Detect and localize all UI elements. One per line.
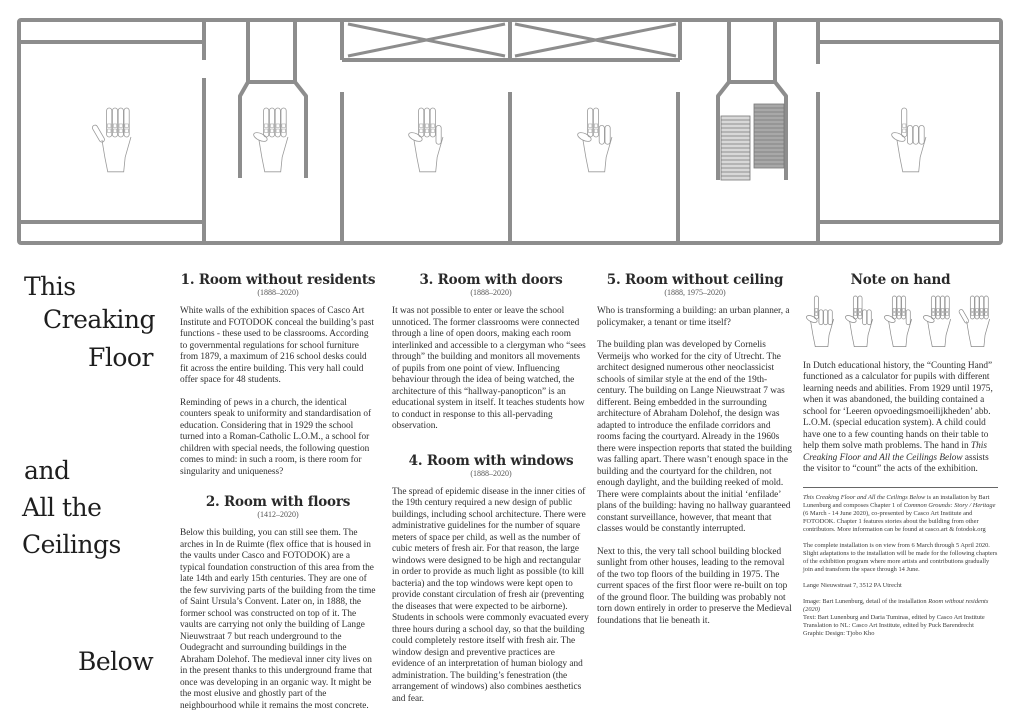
colophon-text: (6 March - 14 June 2020), co-presented by Casco Art Institute and FOTODOK. Chapter 1 features stories about the building from other contributors. More information can be found at casco.art & fotodok.org bbox=[803, 509, 986, 533]
colophon-intro bbox=[803, 494, 998, 534]
title-word-this: This bbox=[24, 272, 76, 301]
column-4 bbox=[803, 272, 998, 638]
counting-hand-icon-5 bbox=[91, 108, 130, 172]
counting-hand-icon-1 bbox=[890, 108, 926, 172]
counting-hand-icon-4 bbox=[252, 108, 288, 172]
section-dates: (1888, 1975–2020) bbox=[664, 288, 726, 297]
column-3 bbox=[597, 272, 793, 638]
colophon-dates: The complete installation is on view from 6 March through 5 April 2020. Slight adaptations to the installation will be made for the following chapters of the exhibition program where more artists and contributions gradually join and transform the space through 14 June. bbox=[803, 541, 998, 573]
counting-hand-icon-4 bbox=[922, 296, 950, 347]
note-body-title: This Creaking Floor and All the Ceilings Below bbox=[803, 441, 987, 463]
section-paragraph: The building plan was developed by Cornelis Vermeijs who worked for the city of Utrecht. The architect designed numerous other neoclassicist schools of similar style at the end of the 19th-century. The building on Lange Nieuwstraat 7 was different. Being embedded in the surrounding architecture of Abraham Dolehof, the design was adapted to introduce the enfilade corridors and rooms facing the courtyard. Already in the 1960s there were inspection reports that stated the building was falling apart. There wasn’t enough space in the building and the courtyard for the children, not enough daylight, and the building reeked of mold. There were complaints about the initial ‘enfilade’ plans of the building: having no hallway guaranteed constant surveillance, however, that meant that classes would be constantly interrupted. bbox=[597, 340, 792, 534]
section-paragraph: The spread of epidemic disease in the inner cities of the 19th century required a new design of public buildings, including school architecture. There were administrative guidelines for the number of square meters of space per child, as well as the number of cubic meters of fresh air. For that reason, the large windows were designed to be high and rectangular in order to provide as much light as possible (to kill bacteria) and the top windows were kept open to provide constant circulation of fresh air (preventing the diseases that were expected to be airborne). Students in schools were commonly evacuated every three hours during a school day, so that the building could completely restore itself with fresh air. The window design and preventive practices are evidence of an interpretation of human biology and administration. The building’s fenestration (the arrangement of windows) also combines aesthetics and fear. bbox=[392, 486, 589, 704]
window-cross bbox=[515, 24, 676, 56]
stairs bbox=[721, 104, 784, 180]
section-room-without-ceiling bbox=[597, 272, 793, 627]
note-body bbox=[803, 361, 998, 476]
section-dates: (1888–2020) bbox=[470, 288, 512, 297]
colophon-text-credit: Text: Bart Lunenburg and Daria Tuminas, edited by Casco Art Institute bbox=[803, 613, 985, 621]
section-heading: 1. Room without residents bbox=[180, 272, 376, 288]
section-heading: 3. Room with doors bbox=[419, 272, 563, 288]
note-body-text: assists the visitor to “count” the acts of the exhibition. bbox=[803, 452, 989, 474]
section-room-with-windows bbox=[392, 453, 590, 706]
counting-hand-icon-1 bbox=[805, 296, 833, 347]
column-1 bbox=[180, 272, 376, 723]
floor-plan-walls bbox=[19, 20, 1001, 243]
colophon-program: Common Grounds: Story / Heritage bbox=[903, 501, 996, 509]
column-2 bbox=[392, 272, 590, 716]
colophon-text: is an installation by Bart Lunenburg and composes Chapter 1 of bbox=[803, 493, 990, 509]
title-word-and: and bbox=[24, 456, 70, 485]
title-word-below: Below bbox=[78, 647, 154, 676]
section-paragraph: Reminding of pews in a church, the identical counters speak to uniformity and standardisation of education. Considering that in 1929 the school turned into a Roman-Catholic L.O.M., a school for children with special needs, the following question comes to mind: in such a room, is there room for singularity and uniqueness? bbox=[180, 397, 372, 477]
colophon-design-credit: Graphic Design: Tjobo Kho bbox=[803, 629, 875, 637]
counting-hand-icon-5 bbox=[958, 296, 989, 347]
section-dates: (1888–2020) bbox=[470, 468, 512, 478]
colophon-title: This Creaking Floor and All the Ceilings Below bbox=[803, 493, 926, 501]
credit-text: Image: Bart Lunenburg, detail of the installation bbox=[803, 597, 929, 605]
counting-hands-row bbox=[803, 294, 998, 352]
section-paragraph: White walls of the exhibition spaces of Casco Art Institute and FOTODOK conceal the building’s past functions - these used to be classrooms. According to governmental regulations for school furniture from 1879, a maximum of 216 school desks could fit across the entire building. This very hall could offer space for 48 students. bbox=[180, 306, 374, 385]
divider bbox=[803, 487, 998, 488]
title-word-floor: Floor bbox=[88, 343, 153, 372]
section-paragraph: Below this building, you can still see them. The arches in In de Ruimte (flex office that is housed in the vaults under Casco and FOTODOK) are a typical foundation construction of this area from the late 14th and early 15th centuries. They are one of the few surviving parts of the building from the time of Saint Ursula’s Convent. Later on, in 1888, the former school was constructed on top of it. The vaults are carrying not only the building of Lange Nieuwstraat 7 but reach underground to the Oudegracht and surrounding buildings in the Abraham Dolehof. The medieval inner city lives on in the present thanks to this underground frame that once was developing in an organic way. It might be the most elusive and ghostly part of the neighbourhood while it remains the most concrete. bbox=[180, 528, 376, 711]
corridor-wall bbox=[240, 20, 248, 178]
counting-hand-icon-3 bbox=[883, 296, 911, 347]
floor-plan-illustration bbox=[0, 0, 1020, 260]
section-room-with-floors bbox=[180, 494, 376, 712]
note-body-text: In Dutch educational history, the “Counting Hand” functioned as a calculator for pupils with different learning needs and abilities. From 1929 until 1975, when it was abandoned, the building contained a school for ‘Leeren opvoedingsmoeilijkheden’ abb. L.O.M. (special education system). A child could have one to a few counting hands on their table to help them solve math problems. The hand in bbox=[803, 360, 993, 451]
section-room-without-residents bbox=[180, 272, 376, 478]
section-heading: 4. Room with windows bbox=[408, 452, 574, 469]
section-room-with-doors bbox=[392, 272, 590, 433]
title-word-ceilings: Ceilings bbox=[22, 530, 121, 559]
section-paragraph: It was not possible to enter or leave the school unnoticed. The former classrooms were connected through a line of open doors, making each room interlinked and accessible to a clergyman who “sees through” the building and monitors all movements of pupils from one point of view. Influencing behaviour through the idea of being watched, the architecture of this “hallway-panopticon” is an educational system in itself. It teaches students how to conduct in response to this all-pervading observation. bbox=[392, 306, 586, 431]
colophon-address: Lange Nieuwstraat 7, 3512 PA Utrecht bbox=[803, 581, 902, 589]
section-paragraph: Who is transforming a building: an urban planner, a policymaker, a tenant or time itself? bbox=[597, 306, 790, 328]
colophon bbox=[803, 494, 998, 638]
title-word-creaking: Creaking bbox=[43, 305, 156, 334]
counting-hand-icon-2 bbox=[844, 296, 872, 347]
section-heading: 5. Room without ceiling bbox=[606, 272, 784, 288]
counting-hand-icon-3 bbox=[407, 108, 443, 172]
colophon-translation-credit: Translation to NL: Casco Art Institute, edited by Puck Barendrecht bbox=[803, 621, 974, 629]
section-paragraph: Next to this, the very tall school building blocked sunlight from other houses, leading to the removal of the two top floors of the building in 1975. The current spaces of the first floor were re-built on top of the ground floor. The building was probably not torn down entirely in order to preserve the Medieval foundations that lie beneath it. bbox=[597, 546, 792, 626]
note-heading: Note on hand bbox=[850, 272, 951, 288]
section-dates: (1888–2020) bbox=[257, 288, 299, 297]
colophon-image-credit bbox=[803, 598, 998, 614]
section-dates: (1412–2020) bbox=[257, 510, 299, 519]
section-heading: 2. Room with floors bbox=[205, 494, 351, 510]
title-word-all-the: All the bbox=[22, 493, 102, 522]
window-cross bbox=[348, 24, 505, 56]
credit-work-title: Room without residents (2020) bbox=[803, 597, 989, 613]
counting-hand-icon-2 bbox=[576, 108, 612, 172]
corridor-wall bbox=[295, 20, 306, 178]
